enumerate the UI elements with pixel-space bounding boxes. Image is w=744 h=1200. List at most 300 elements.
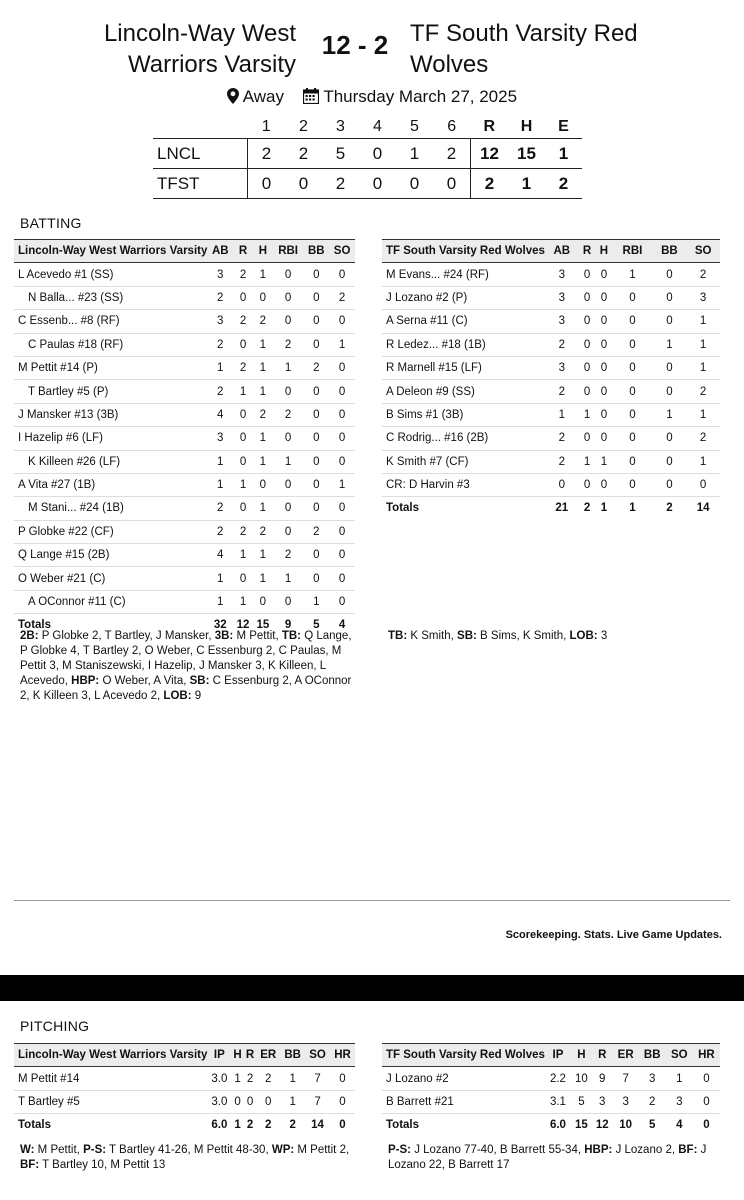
stat-rbi: 1 <box>273 450 304 473</box>
player-name: C Essenb... #8 (RF) <box>14 310 207 333</box>
stat-rbi: 2 <box>273 403 304 426</box>
stat-h: 0 <box>595 356 612 379</box>
inning-header: 1 <box>261 117 271 135</box>
total-bb: 2 <box>289 1119 296 1132</box>
table-row <box>382 380 720 403</box>
errors-total: 1 <box>545 139 582 169</box>
table-row <box>14 286 355 309</box>
stat-h: 0 <box>253 473 273 496</box>
player-name: K Smith #7 (CF) <box>382 450 545 473</box>
stat-h: 0 <box>595 333 612 356</box>
table-row <box>14 403 355 426</box>
footer-slogan: Scorekeeping. Stats. Live Game Updates. <box>505 929 722 941</box>
stat-bb: 0 <box>303 333 329 356</box>
stat-rbi: 0 <box>612 310 652 333</box>
stat-r: 1 <box>579 450 596 473</box>
player-name: R Ledez... #18 (1B) <box>382 333 545 356</box>
stat-hr: 0 <box>693 1067 720 1090</box>
stat-ab: 3 <box>545 310 579 333</box>
stat-rbi: 0 <box>273 286 304 309</box>
column-header: R <box>592 1044 613 1067</box>
stat-rbi: 0 <box>273 520 304 543</box>
column-header: ER <box>256 1044 280 1067</box>
stat-ab: 3 <box>545 286 579 309</box>
table-row <box>14 310 355 333</box>
inning-score: 0 <box>433 169 471 199</box>
stat-so: 1 <box>686 403 720 426</box>
stat-r: 1 <box>579 403 596 426</box>
stat-r: 0 <box>233 567 253 590</box>
hits-total: 15 <box>508 139 545 169</box>
stat-hr: 0 <box>693 1090 720 1113</box>
total-rbi: 9 <box>284 619 292 632</box>
stat-so: 1 <box>329 333 355 356</box>
stat-hr: 0 <box>330 1090 355 1113</box>
note-text: J Lozano 22, B Barrett 17 <box>388 1144 707 1171</box>
stat-rbi: 2 <box>273 333 304 356</box>
player-name: A OConnor #11 (C) <box>14 590 207 613</box>
errors-header: E <box>558 117 569 135</box>
player-name: T Bartley #5 <box>14 1090 207 1113</box>
stat-bb: 0 <box>303 567 329 590</box>
table-header-row <box>382 240 720 263</box>
stat-r: 2 <box>233 263 253 286</box>
stat-rbi: 0 <box>612 473 652 496</box>
inning-header: 6 <box>447 117 457 135</box>
stat-bb: 0 <box>653 356 687 379</box>
stat-ab: 1 <box>207 450 233 473</box>
table-row <box>14 1090 355 1113</box>
table-row <box>382 286 720 309</box>
column-header: ER <box>613 1044 639 1067</box>
stat-h: 0 <box>595 263 612 286</box>
stat-so: 3 <box>686 286 720 309</box>
location-pin-icon <box>227 88 239 109</box>
stat-ab: 2 <box>545 450 579 473</box>
table-row <box>14 427 355 450</box>
stat-ab: 2 <box>207 380 233 403</box>
stat-bb: 2 <box>303 356 329 379</box>
stat-er: 2 <box>256 1067 280 1090</box>
linescore-team: TFST <box>153 169 248 199</box>
location-label: Away <box>242 87 284 106</box>
note-label: WP: <box>271 1144 295 1156</box>
stat-rbi: 0 <box>273 473 304 496</box>
table-row <box>14 590 355 613</box>
table-row <box>382 1067 720 1090</box>
hits-total: 1 <box>508 169 545 199</box>
stat-ab: 0 <box>545 473 579 496</box>
stat-r: 0 <box>233 497 253 520</box>
stat-ab: 4 <box>207 544 233 567</box>
stat-bb: 2 <box>639 1090 666 1113</box>
stat-ip: 3.0 <box>207 1067 231 1090</box>
column-header: H <box>571 1044 592 1067</box>
totals-row <box>382 497 720 520</box>
column-header: BB <box>653 240 687 263</box>
stat-rbi: 0 <box>273 497 304 520</box>
note-text: M Pettit, <box>233 630 282 642</box>
player-name: M Evans... #24 (RF) <box>382 263 545 286</box>
stat-ab: 1 <box>207 356 233 379</box>
stat-bb: 3 <box>639 1067 666 1090</box>
stat-h: 1 <box>253 356 273 379</box>
team-header: TF South Varsity Red Wolves <box>382 1044 545 1067</box>
stat-bb: 0 <box>653 427 687 450</box>
column-header: H <box>595 240 612 263</box>
stat-bb: 0 <box>653 263 687 286</box>
column-header: IP <box>207 1044 231 1067</box>
away-batting-table <box>14 239 355 637</box>
table-header-row <box>14 1044 355 1067</box>
team-header: Lincoln-Way West Warriors Varsity <box>14 1044 207 1067</box>
total-so: 4 <box>676 1119 683 1132</box>
stat-rbi: 1 <box>612 263 652 286</box>
total-r: 12 <box>236 619 250 632</box>
total-so: 14 <box>696 502 710 515</box>
stat-so: 2 <box>686 380 720 403</box>
player-name: P Globke #22 (CF) <box>14 520 207 543</box>
inning-header: 4 <box>373 117 382 135</box>
total-h: 1 <box>600 502 608 515</box>
column-header: SO <box>329 240 355 263</box>
stat-h: 0 <box>231 1090 243 1113</box>
batting-section-title: BATTING <box>20 215 82 231</box>
stat-rbi: 0 <box>612 450 652 473</box>
table-row <box>14 333 355 356</box>
note-text: T Bartley 10, M Pettit 13 <box>39 1159 166 1171</box>
stat-rbi: 1 <box>273 356 304 379</box>
player-name: I Hazelip #6 (LF) <box>14 427 207 450</box>
stat-ip: 3.1 <box>545 1090 571 1113</box>
stat-bb: 0 <box>653 450 687 473</box>
stat-r: 0 <box>579 333 596 356</box>
column-header: RBI <box>612 240 652 263</box>
stat-so: 0 <box>329 380 355 403</box>
inning-score: 2 <box>248 139 286 169</box>
player-name: O Weber #21 (C) <box>14 567 207 590</box>
stat-r: 0 <box>233 333 253 356</box>
player-name: M Pettit #14 <box>14 1067 207 1090</box>
stat-h: 0 <box>595 310 612 333</box>
total-so: 4 <box>338 619 346 632</box>
column-header: AB <box>207 240 233 263</box>
stat-bb: 1 <box>653 333 687 356</box>
calendar-icon <box>303 88 319 109</box>
stat-ab: 2 <box>207 333 233 356</box>
inning-score: 0 <box>359 169 396 199</box>
stat-so: 7 <box>305 1090 330 1113</box>
stat-so: 0 <box>329 310 355 333</box>
stat-bb: 0 <box>303 286 329 309</box>
stat-r: 1 <box>233 544 253 567</box>
stat-h: 2 <box>253 520 273 543</box>
linescore-row <box>153 169 582 199</box>
stat-rbi: 0 <box>273 263 304 286</box>
note-text: J Lozano 2, <box>612 1144 679 1156</box>
note-text: J Lozano 77-40, B Barrett 55-34, <box>411 1144 585 1156</box>
stat-r: 1 <box>233 590 253 613</box>
stat-rbi: 0 <box>273 380 304 403</box>
stat-ip: 2.2 <box>545 1067 571 1090</box>
player-name: A Deleon #9 (SS) <box>382 380 545 403</box>
inning-score: 2 <box>285 139 322 169</box>
stat-r: 0 <box>244 1090 256 1113</box>
stat-so: 2 <box>686 263 720 286</box>
total-ip: 6.0 <box>549 1119 566 1132</box>
player-name: A Vita #27 (1B) <box>14 473 207 496</box>
column-header: SO <box>305 1044 330 1067</box>
stat-ab: 1 <box>207 473 233 496</box>
stat-r: 0 <box>579 427 596 450</box>
pitching-section-title: PITCHING <box>20 1018 90 1034</box>
player-name: C Rodrig... #16 (2B) <box>382 427 545 450</box>
stat-ab: 3 <box>545 263 579 286</box>
note-text: M Pettit 2, <box>294 1144 350 1156</box>
table-row <box>382 1090 720 1113</box>
stat-bb: 1 <box>280 1067 305 1090</box>
table-row <box>14 263 355 286</box>
column-header: HR <box>693 1044 720 1067</box>
player-name: CR: D Harvin #3 <box>382 473 545 496</box>
stat-r: 0 <box>233 403 253 426</box>
table-row <box>382 427 720 450</box>
stat-bb: 0 <box>653 310 687 333</box>
stat-r: 0 <box>579 356 596 379</box>
player-name: N Balla... #23 (SS) <box>14 286 207 309</box>
stat-so: 0 <box>329 450 355 473</box>
total-bb: 5 <box>313 619 320 632</box>
stat-ab: 3 <box>207 263 233 286</box>
stat-r: 0 <box>579 263 596 286</box>
stat-ab: 3 <box>545 356 579 379</box>
stat-so: 0 <box>329 567 355 590</box>
stat-bb: 0 <box>303 473 329 496</box>
stat-h: 2 <box>253 310 273 333</box>
team-header: TF South Varsity Red Wolves <box>382 240 545 263</box>
note-label: P-S: <box>83 1144 107 1156</box>
linescore-row <box>153 139 582 169</box>
stat-bb: 0 <box>303 450 329 473</box>
stat-ip: 3.0 <box>207 1090 231 1113</box>
note-text: C Essenburg 2, A OConnor 2, K Killeen 3, L Acevedo 2, <box>20 675 352 702</box>
errors-total: 2 <box>545 169 582 199</box>
inning-score: 0 <box>396 169 433 199</box>
total-bb: 5 <box>649 1119 656 1132</box>
inning-score: 5 <box>322 139 359 169</box>
stat-h: 5 <box>571 1090 592 1113</box>
stat-ab: 1 <box>545 403 579 426</box>
stat-h: 0 <box>595 380 612 403</box>
column-header: R <box>579 240 596 263</box>
table-row <box>14 380 355 403</box>
table-row <box>14 473 355 496</box>
player-name: M Stani... #24 (1B) <box>14 497 207 520</box>
total-h: 15 <box>256 619 270 632</box>
note-label: 3B: <box>214 630 234 642</box>
stat-rbi: 0 <box>273 310 304 333</box>
stat-h: 0 <box>253 590 273 613</box>
total-so: 14 <box>311 1119 324 1132</box>
stat-er: 0 <box>256 1090 280 1113</box>
total-ab: 32 <box>213 619 227 632</box>
note-label: HBP: <box>71 675 100 687</box>
total-r: 2 <box>583 502 591 515</box>
totals-label: Totals <box>18 619 52 632</box>
away-batting-notes <box>20 629 360 704</box>
table-row <box>382 333 720 356</box>
stat-ab: 1 <box>207 567 233 590</box>
stat-h: 0 <box>253 286 273 309</box>
stat-r: 0 <box>579 473 596 496</box>
column-header: IP <box>545 1044 571 1067</box>
table-row <box>382 450 720 473</box>
stat-rbi: 2 <box>273 544 304 567</box>
stat-bb: 1 <box>303 590 329 613</box>
note-label: LOB: <box>569 630 598 642</box>
stat-so: 2 <box>329 286 355 309</box>
player-name: A Serna #11 (C) <box>382 310 545 333</box>
player-name: B Sims #1 (3B) <box>382 403 545 426</box>
note-label: 2B: <box>20 630 39 642</box>
stat-r: 0 <box>579 286 596 309</box>
stat-h: 1 <box>253 263 273 286</box>
stat-bb: 0 <box>303 310 329 333</box>
player-name: L Acevedo #1 (SS) <box>14 263 207 286</box>
totals-label: Totals <box>386 1119 420 1132</box>
stat-ab: 2 <box>545 333 579 356</box>
total-h: 1 <box>234 1119 241 1132</box>
stat-bb: 0 <box>303 497 329 520</box>
note-label: SB: <box>457 630 477 642</box>
home-batting-notes <box>388 629 718 644</box>
player-name: B Barrett #21 <box>382 1090 545 1113</box>
player-name: M Pettit #14 (P) <box>14 356 207 379</box>
stat-rbi: 1 <box>273 567 304 590</box>
page-break-bar <box>0 975 744 1001</box>
stat-r: 2 <box>233 356 253 379</box>
column-header: R <box>244 1044 256 1067</box>
stat-ab: 3 <box>207 427 233 450</box>
stat-er: 3 <box>613 1090 639 1113</box>
table-row <box>14 450 355 473</box>
stat-bb: 0 <box>303 403 329 426</box>
stat-so: 0 <box>329 590 355 613</box>
runs-total: 12 <box>471 139 509 169</box>
column-header: R <box>233 240 253 263</box>
stat-h: 1 <box>231 1067 243 1090</box>
stat-bb: 0 <box>303 544 329 567</box>
stat-h: 1 <box>595 450 612 473</box>
stat-so: 3 <box>666 1090 693 1113</box>
note-text: B Sims, K Smith, <box>476 630 570 642</box>
stat-bb: 0 <box>303 427 329 450</box>
stat-rbi: 0 <box>612 286 652 309</box>
stat-h: 1 <box>253 497 273 520</box>
stat-rbi: 0 <box>612 333 652 356</box>
note-label: P-S: <box>388 1144 411 1156</box>
stat-hr: 0 <box>330 1067 355 1090</box>
total-er: 10 <box>619 1119 633 1132</box>
note-text: Q Lange, P Globke 4, T Bartley 2, O Weber, C Essenburg 2, C Paulas, M Pettit 3, M Staniszewski, I Hazelip, J Mansker 3, K Killeen, L Acevedo, <box>20 630 352 687</box>
total-hr: 0 <box>703 1119 710 1132</box>
linescore-table <box>153 115 582 199</box>
stat-h: 0 <box>595 286 612 309</box>
away-pitching-notes <box>20 1143 360 1173</box>
table-row <box>382 263 720 286</box>
stat-h: 0 <box>595 427 612 450</box>
stat-bb: 2 <box>303 520 329 543</box>
stat-so: 1 <box>686 333 720 356</box>
note-label: LOB: <box>163 690 192 702</box>
stat-bb: 1 <box>653 403 687 426</box>
inning-score: 2 <box>433 139 471 169</box>
game-meta <box>0 87 744 109</box>
note-text: M Pettit, <box>34 1144 84 1156</box>
player-name: J Lozano #2 (P) <box>382 286 545 309</box>
note-label: TB: <box>388 630 408 642</box>
inning-score: 0 <box>285 169 322 199</box>
column-header: BB <box>303 240 329 263</box>
stat-r: 0 <box>233 450 253 473</box>
player-name: R Marnell #15 (LF) <box>382 356 545 379</box>
totals-label: Totals <box>18 1119 52 1132</box>
stat-bb: 1 <box>280 1090 305 1113</box>
table-row <box>14 567 355 590</box>
linescore-team: LNCL <box>153 139 248 169</box>
stat-r: 2 <box>233 520 253 543</box>
table-row <box>14 544 355 567</box>
stat-so: 0 <box>329 427 355 450</box>
stat-ab: 3 <box>207 310 233 333</box>
note-label: SB: <box>189 675 210 687</box>
column-header: H <box>253 240 273 263</box>
table-row <box>14 520 355 543</box>
stat-rbi: 0 <box>612 380 652 403</box>
stat-ab: 2 <box>207 520 233 543</box>
column-header: RBI <box>273 240 304 263</box>
note-text: O Weber, A Vita, <box>99 675 190 687</box>
stat-bb: 0 <box>303 380 329 403</box>
stat-so: 1 <box>686 356 720 379</box>
total-ip: 6.0 <box>211 1119 228 1132</box>
stat-r: 1 <box>233 473 253 496</box>
stat-rbi: 0 <box>273 590 304 613</box>
player-name: Q Lange #15 (2B) <box>14 544 207 567</box>
inning-score: 2 <box>322 169 359 199</box>
stat-so: 0 <box>329 403 355 426</box>
stat-so: 7 <box>305 1067 330 1090</box>
stat-ab: 2 <box>207 286 233 309</box>
stat-so: 0 <box>329 544 355 567</box>
inning-header: 5 <box>410 117 419 135</box>
stat-bb: 0 <box>653 286 687 309</box>
stat-so: 0 <box>329 263 355 286</box>
stat-so: 0 <box>329 356 355 379</box>
note-label: TB: <box>281 630 302 642</box>
stat-r: 9 <box>592 1067 613 1090</box>
column-header: AB <box>545 240 579 263</box>
total-ab: 21 <box>555 502 569 515</box>
player-name: J Mansker #13 (3B) <box>14 403 207 426</box>
column-header: BB <box>280 1044 305 1067</box>
column-header: BB <box>639 1044 666 1067</box>
stat-r: 1 <box>233 380 253 403</box>
divider <box>14 900 730 901</box>
table-header-row <box>382 1044 720 1067</box>
totals-row <box>382 1114 720 1137</box>
column-header: SO <box>686 240 720 263</box>
